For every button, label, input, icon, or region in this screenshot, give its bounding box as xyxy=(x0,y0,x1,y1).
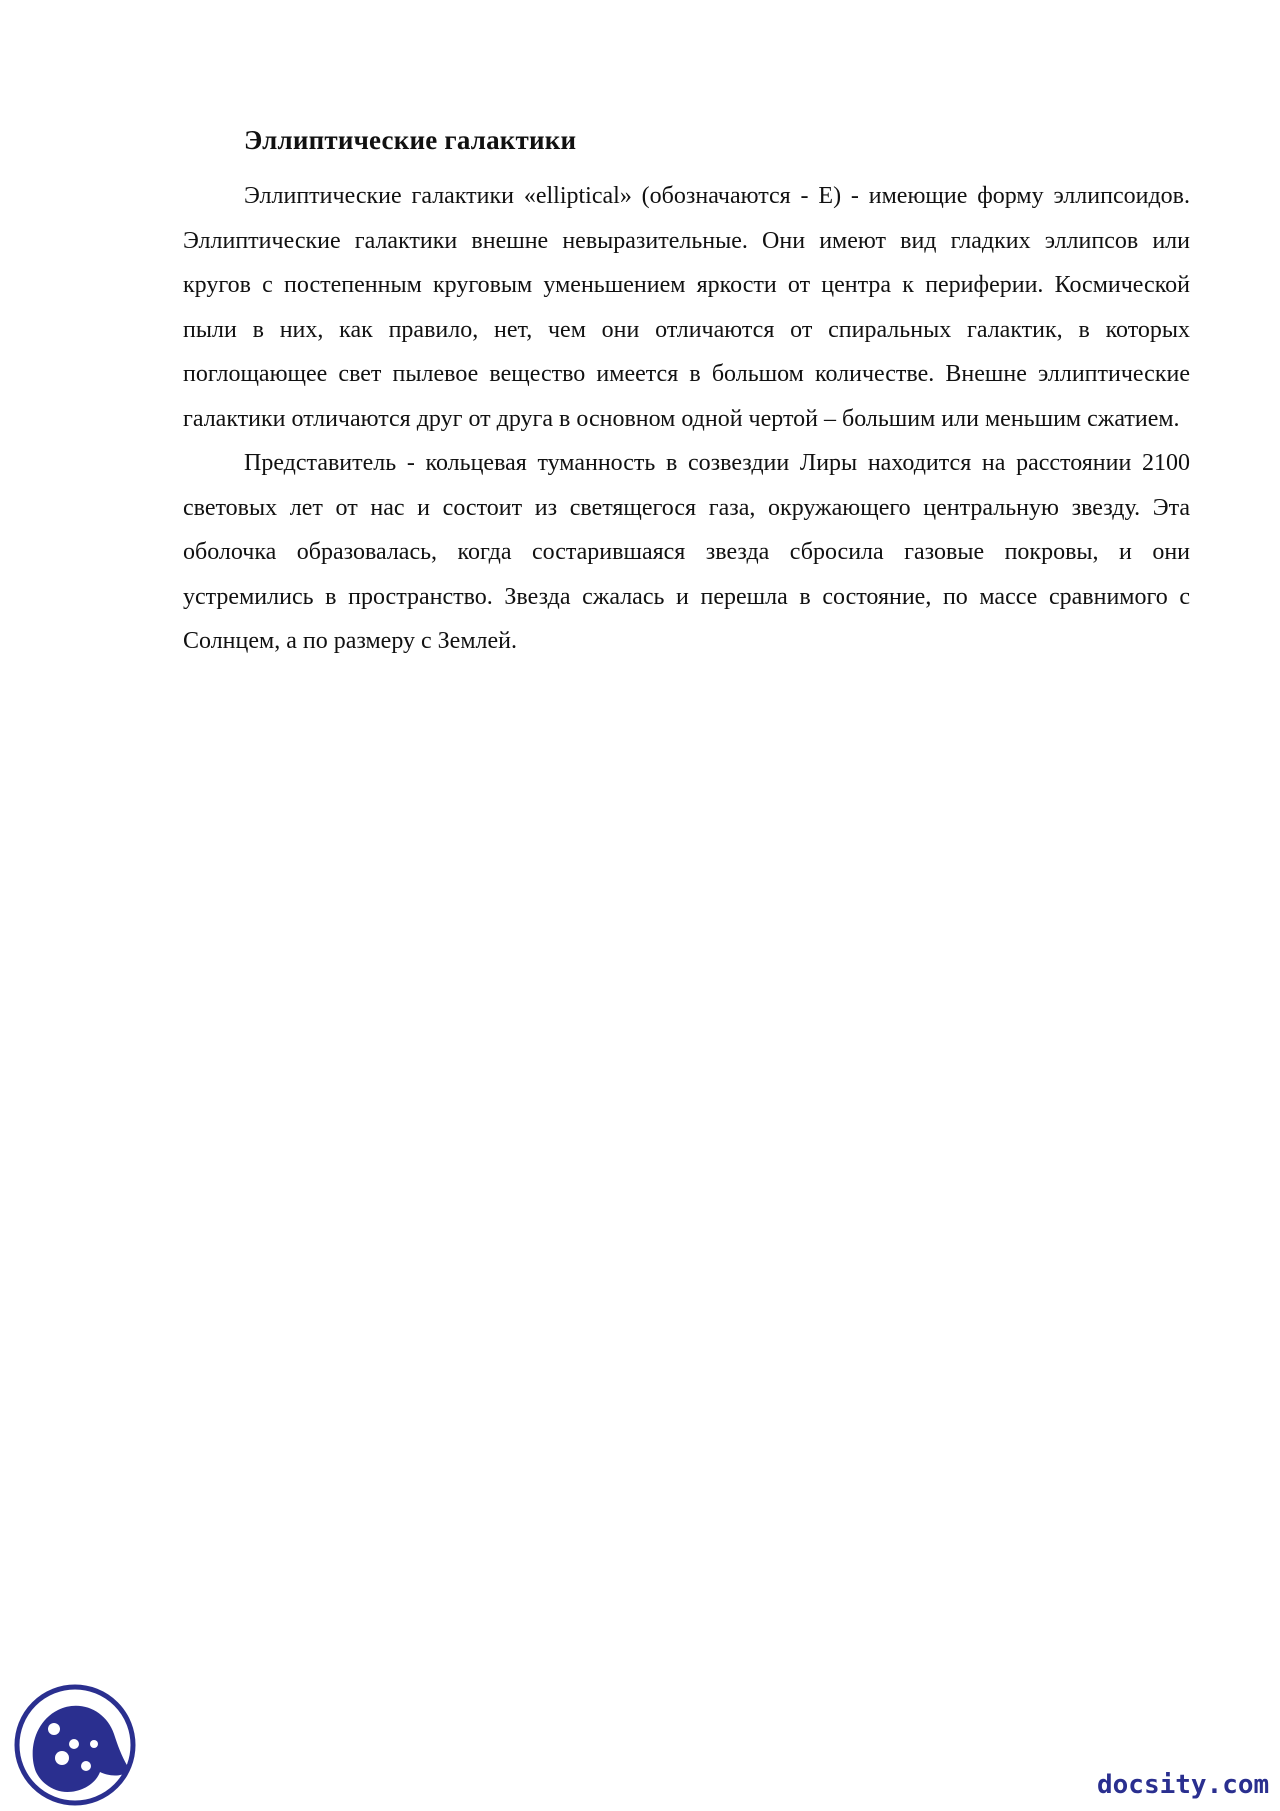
docsity-logo-icon[interactable] xyxy=(14,1684,136,1806)
section-heading: Эллиптические галактики xyxy=(244,125,577,155)
docsity-brand-text[interactable]: docsity.com xyxy=(1097,1770,1270,1800)
document-body xyxy=(183,118,1190,664)
paragraph-elliptical-description: Эллиптические галактики «elliptical» (обозначаются - E) - имеющие форму эллипсоидов. Эллиптические галактики внешне невыразительные. Они имеют вид гладких эллипсов или кругов с постепенным круговым уменьшением яркости от центра к периферии. Космической пыли в них, как правило, нет, чем они отличаются от спиральных галактик, в которых поглощающее свет пылевое вещество имеется в большом количестве. Внешне эллиптические галактики отличаются друг от друга в основном одной чертой – большим или меньшим сжатием. xyxy=(183,183,1190,432)
paragraph-ring-nebula: Представитель - кольцевая туманность в созвездии Лиры находится на расстоянии 2100 световых лет от нас и состоит из светящегося газа, окружающего центральную звезду. Эта оболочка образовалась, когда состарившаяся звезда сбросила газовые покровы, и они устремились в пространство. Звезда сжалась и перешла в состояние, по массе сравнимого с Солнцем, а по размеру с Землей. xyxy=(183,450,1190,654)
